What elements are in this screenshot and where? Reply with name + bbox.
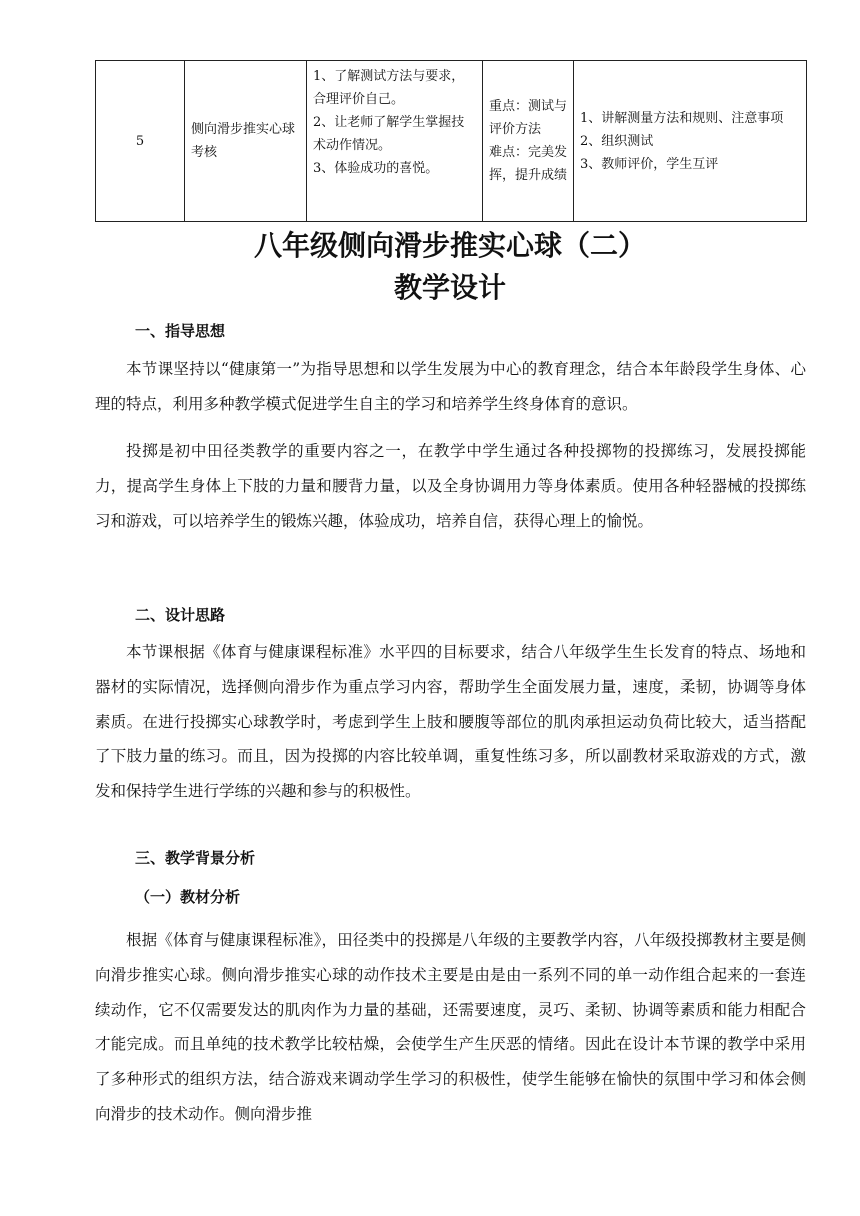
section-heading-2: 二、设计思路 xyxy=(135,606,226,624)
section-heading-3: 三、教学背景分析 xyxy=(135,849,256,867)
step-item: 2、组织测试 xyxy=(580,133,654,149)
goal-item: 1、了解测试方法与要求，合理评价自己。 xyxy=(313,69,465,107)
teaching-steps-cell xyxy=(574,61,807,222)
lesson-number-cell: 5 xyxy=(96,61,185,222)
paragraph-1: 本节课坚持以“健康第一”为指导思想和以学生发展为中心的教育理念，结合本年龄段学生身体、心理的特点，利用多种教学模式促进学生自主的学习和培养学生终身体育的意识。 xyxy=(95,360,806,413)
paragraph-4: 根据《体育与健康课程标准》，田径类中的投掷是八年级的主要教学内容，八年级投掷教材主要是侧向滑步推实心球。侧向滑步推实心球的动作技术主要是由是由一系列不同的单一动作组合起来的一套连续动作，它不仅需要发达的肌肉作为力量的基础，还需要速度，灵巧、柔韧、协调等素质和能力相配合才能完成。而且单纯的技术教学比较枯燥，会使学生产生厌恶的情绪。因此在设计本节课的教学中采用了多种形式的组织方法，结合游戏来调动学生学习的积极性，使学生能够在愉快的氛围中学习和体会侧向滑步的技术动作。侧向滑步推 xyxy=(95,931,806,1123)
page-subtitle: 教学设计 xyxy=(393,271,506,304)
key-difficulty-cell xyxy=(483,61,574,222)
goal-item: 2、让老师了解学生掌握技术动作情况。 xyxy=(313,115,465,153)
difficulty-point: 难点：完美发挥，提升成绩 xyxy=(489,145,568,183)
lesson-table xyxy=(95,60,807,222)
section-heading-1: 一、指导思想 xyxy=(135,322,226,340)
paragraph-3: 本节课根据《体育与健康课程标准》水平四的目标要求，结合八年级学生生长发育的特点、场地和器材的实际情况，选择侧向滑步作为重点学习内容，帮助学生全面发展力量，速度，柔韧，协调等身体素质。在进行投掷实心球教学时，考虑到学生上肢和腰腹等部位的肌肉承担运动负荷比较大，适当搭配了下肢力量的练习。而且，因为投掷的内容比较单调，重复性练习多，所以副教材采取游戏的方式，激发和保持学生进行学练的兴趣和参与的积极性。 xyxy=(95,643,806,801)
lesson-name-cell: 侧向滑步推实心球考核 xyxy=(185,61,307,222)
lesson-goals-cell xyxy=(307,61,483,222)
paragraph-2: 投掷是初中田径类教学的重要内容之一，在教学中学生通过各种投掷物的投掷练习，发展投掷能力，提高学生身体上下肢的力量和腰背力量，以及全身协调用力等身体素质。使用各种轻器械的投掷练习和游戏，可以培养学生的锻炼兴趣，体验成功，培养自信，获得心理上的愉悦。 xyxy=(95,442,806,530)
step-item: 3、教师评价，学生互评 xyxy=(580,156,719,172)
key-point: 重点：测试与评价方法 xyxy=(489,99,568,137)
step-item: 1、讲解测量方法和规则、注意事项 xyxy=(580,110,784,126)
page-title: 八年级侧向滑步推实心球（二） xyxy=(253,229,646,262)
subsection-heading: （一）教材分析 xyxy=(135,888,241,906)
goal-item: 3、体验成功的喜悦。 xyxy=(313,161,439,176)
table-row xyxy=(96,61,807,222)
